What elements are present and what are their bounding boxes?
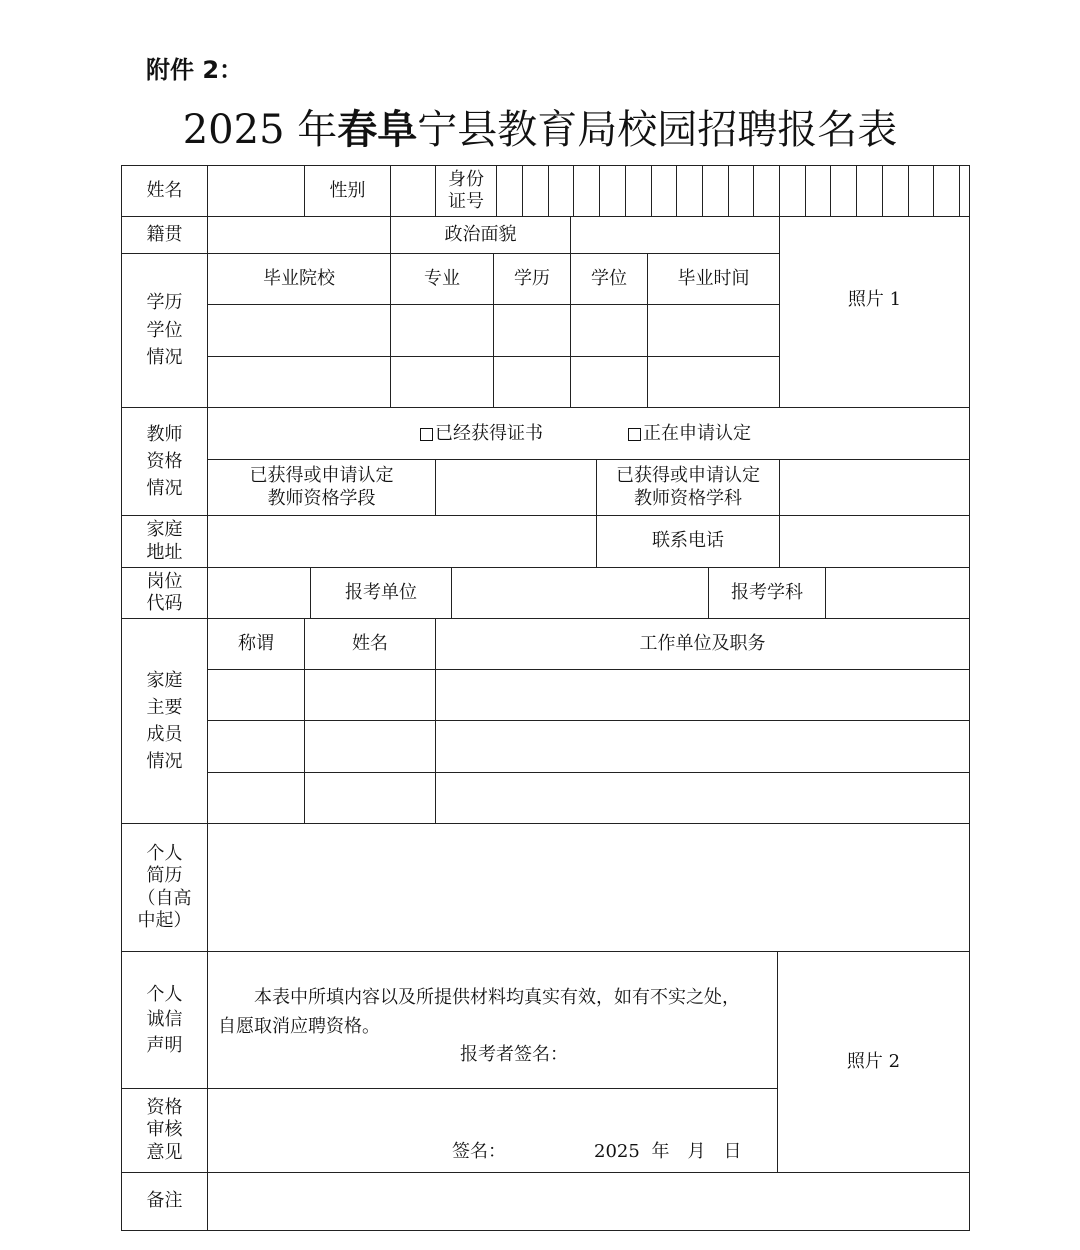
field-name[interactable]: [208, 166, 304, 216]
grid-line: [207, 772, 970, 773]
option-cert-obtained[interactable]: 已经获得证书: [420, 422, 555, 446]
field-resume[interactable]: [208, 824, 969, 951]
label-gender: 性别: [329, 179, 366, 201]
grid-line: [969, 165, 970, 1231]
label-apply-unit: 报考单位: [345, 581, 417, 603]
grid-line: [121, 407, 970, 408]
option-cert-applying[interactable]: 正在申请认定: [628, 422, 763, 446]
label-apply-subject: 报考学科: [731, 581, 803, 603]
field-political-status[interactable]: [571, 217, 779, 253]
header-work-unit: 工作单位及职务: [639, 632, 766, 654]
label-family-members: 家庭 主要 成员 情况: [146, 670, 183, 772]
field-native-place[interactable]: [208, 217, 390, 253]
attachment-label: 附件 2：: [146, 56, 244, 84]
label-teacher-subject: 已获得或申请认定 教师资格学科: [616, 465, 760, 509]
grid-line: [121, 1088, 778, 1089]
field-post-code[interactable]: [208, 568, 310, 618]
label-teacher-stage: 已获得或申请认定 教师资格学段: [249, 465, 394, 509]
checkbox-icon[interactable]: [628, 428, 641, 441]
photo-1-box[interactable]: 照片 1: [847, 289, 902, 310]
header-major: 专业: [424, 268, 460, 289]
label-qualification-review: 资格 审核 意见: [146, 1096, 183, 1163]
field-teacher-subject[interactable]: [780, 460, 969, 515]
field-apply-subject[interactable]: [826, 568, 969, 618]
label-phone: 联系电话: [652, 530, 724, 552]
header-member-name: 姓名: [352, 632, 388, 654]
applicant-signature[interactable]: 报考者签名：: [460, 1044, 568, 1065]
header-school: 毕业院校: [263, 268, 335, 289]
label-remarks: 备注: [146, 1190, 183, 1212]
label-integrity-statement: 个人 诚信 声明: [146, 984, 183, 1056]
field-gender[interactable]: [391, 166, 435, 216]
field-home-address[interactable]: [208, 516, 596, 567]
field-teacher-stage[interactable]: [436, 460, 596, 515]
grid-line: [207, 669, 970, 670]
label-political-status: 政治面貌: [444, 223, 517, 245]
grid-line: [121, 1230, 970, 1231]
grid-line: [207, 165, 208, 1231]
header-graduation-time: 毕业时间: [677, 268, 750, 289]
field-phone[interactable]: [780, 516, 969, 567]
label-resume: 个人 简历 （自高 中起）: [137, 842, 192, 931]
checkbox-icon[interactable]: [420, 428, 433, 441]
title-bold-part: 春阜: [337, 106, 418, 153]
label-post-code: 岗位 代码: [146, 570, 183, 614]
label-id-number: 身份 证号: [448, 168, 484, 212]
review-date: 2025 年 月 日: [594, 1141, 742, 1162]
label-teacher-qualification: 教师 资格 情况: [146, 424, 183, 499]
reviewer-signature[interactable]: 签名：: [452, 1141, 506, 1162]
field-id-number[interactable]: [497, 166, 969, 216]
label-name: 姓名: [146, 179, 183, 201]
grid-line: [207, 720, 970, 721]
label-education: 学历 学位 情况: [146, 291, 183, 369]
header-relationship: 称谓: [238, 632, 274, 654]
header-degree: 学位: [591, 268, 627, 289]
field-apply-unit[interactable]: [452, 568, 708, 618]
header-education-level: 学历: [514, 268, 550, 289]
title-rest: 宁县教育局校园招聘报名表: [417, 107, 898, 153]
declaration-text: 本表中所填内容以及所提供材料均真实有效，如有不实之处， 自愿取消应聘资格。: [218, 987, 740, 1037]
title-year: 2025 年: [182, 107, 338, 153]
field-remarks[interactable]: [208, 1173, 969, 1230]
label-home-address: 家庭 地址: [146, 519, 183, 563]
photo-2-box[interactable]: 照片 2: [846, 1050, 901, 1072]
label-native-place: 籍贯: [146, 223, 183, 245]
